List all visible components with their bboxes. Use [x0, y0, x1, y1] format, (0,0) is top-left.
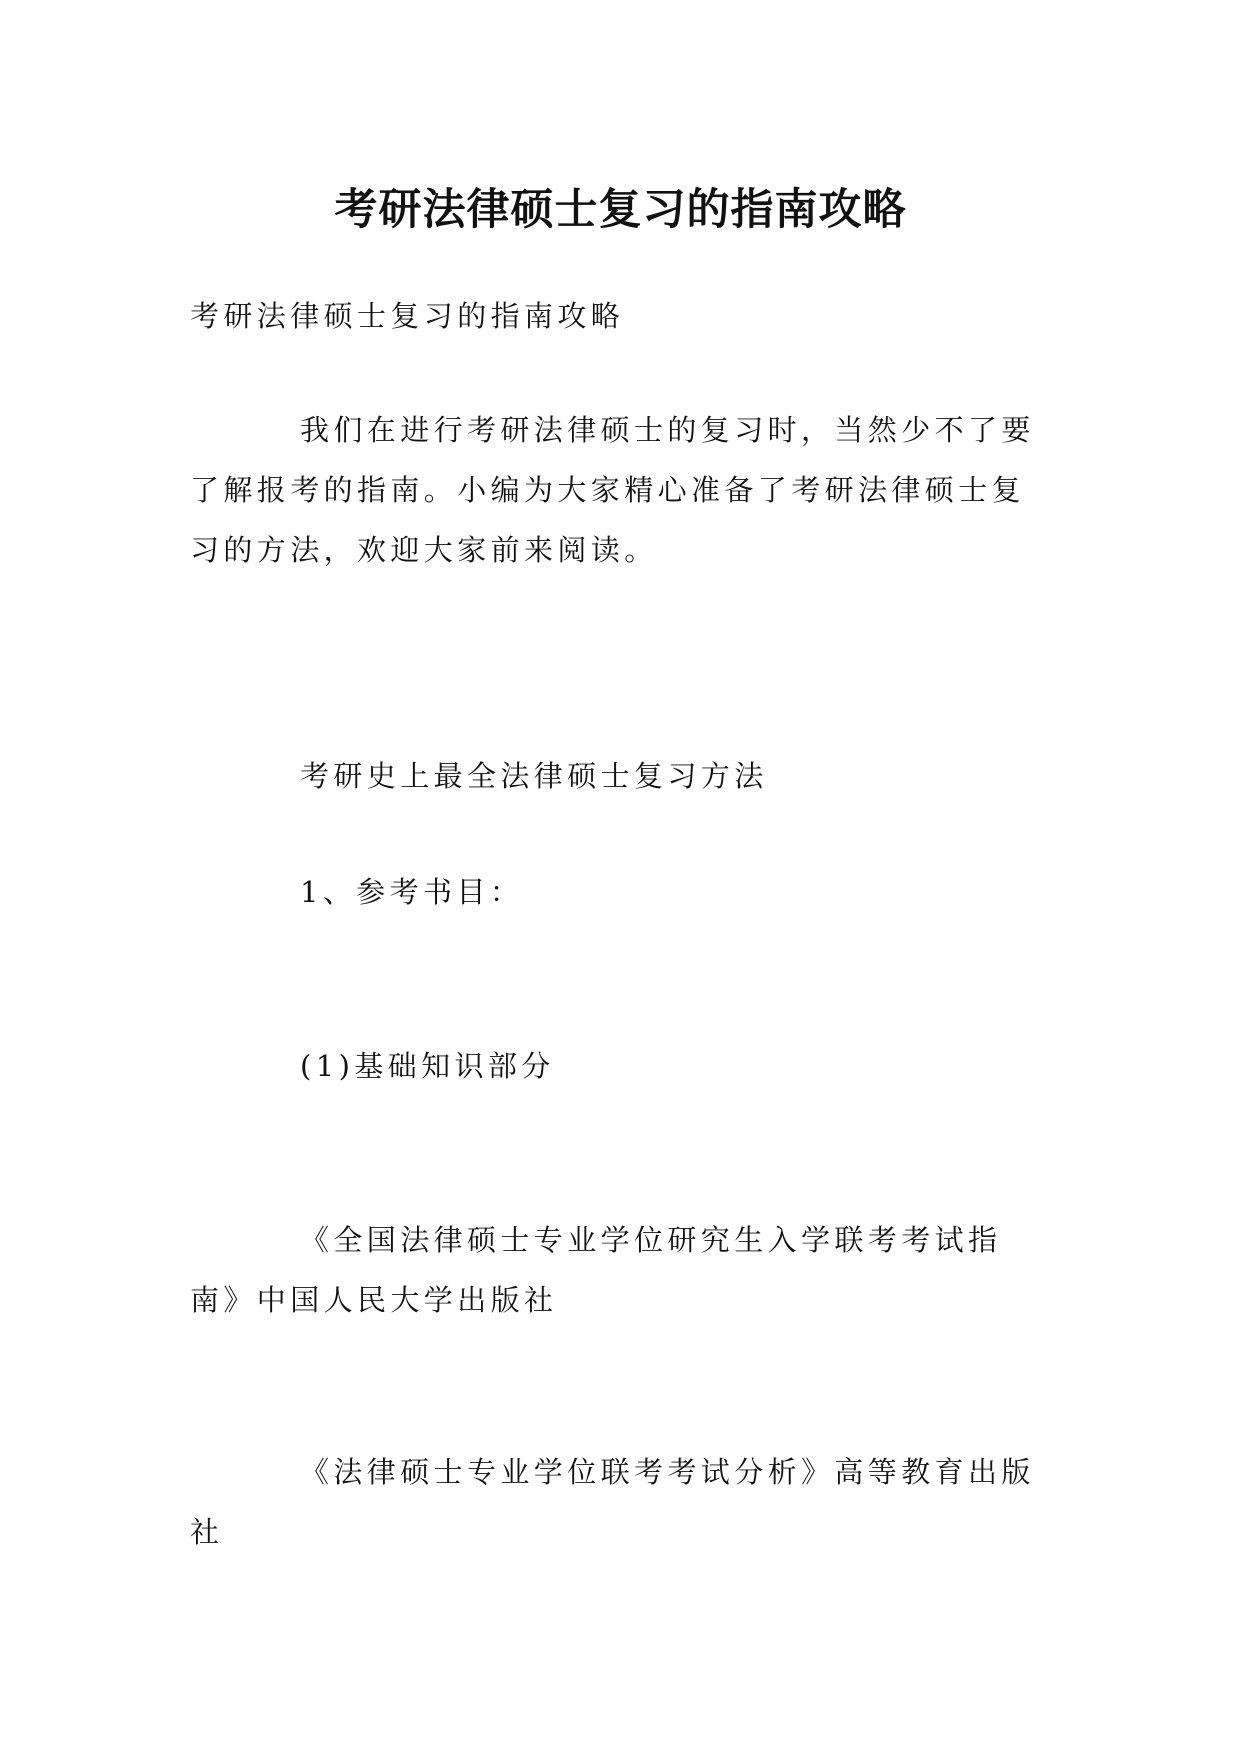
subheading-basic-knowledge: (1)基础知识部分: [300, 1049, 555, 1083]
intro-paragraph: 我们在进行考研法律硕士的复习时，当然少不了要了解报考的指南。小编为大家精心准备了考研法律硕士复习的方法，欢迎大家前来阅读。: [190, 413, 1035, 567]
section-heading: 考研史上最全法律硕士复习方法: [300, 759, 768, 793]
document-title: 考研法律硕士复习的指南攻略: [334, 184, 907, 235]
list-heading-reference-books: 1、参考书目：: [300, 875, 524, 909]
book-entry-1: 《全国法律硕士专业学位研究生入学联考考试指南》中国人民大学出版社: [190, 1223, 1002, 1317]
book-entry-2: 《法律硕士专业学位联考考试分析》高等教育出版社: [190, 1455, 1035, 1549]
subtitle-paragraph: 考研法律硕士复习的指南攻略: [190, 299, 625, 333]
